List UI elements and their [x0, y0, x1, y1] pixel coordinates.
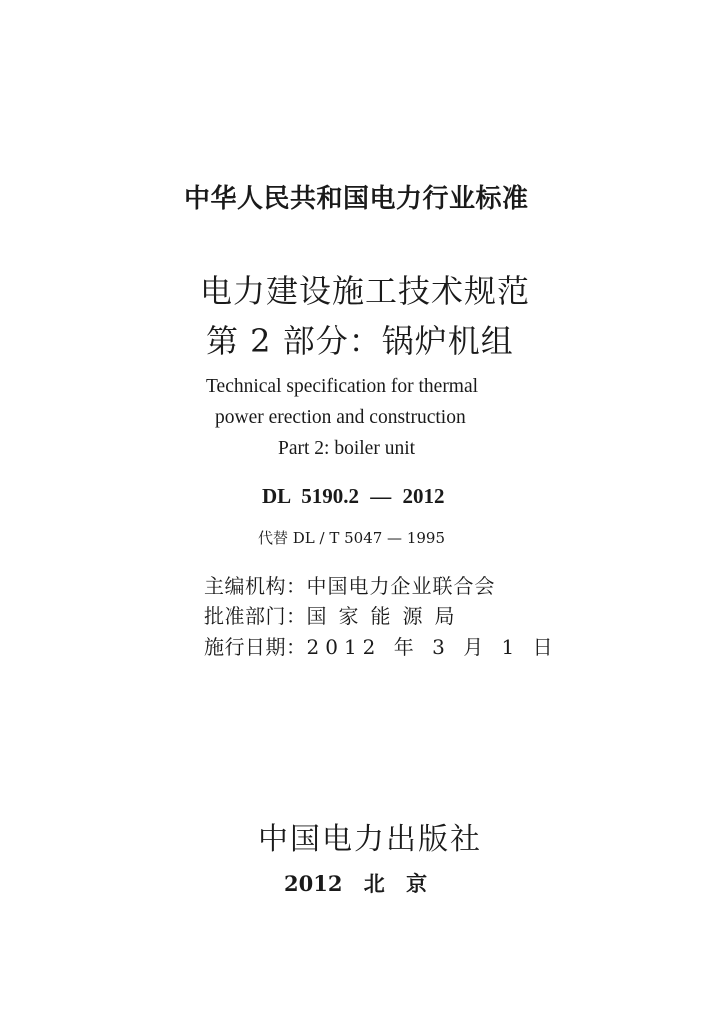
standard-number: DL 5190.2 — 2012: [262, 484, 445, 508]
english-title-line-1: Technical specification for thermal: [206, 376, 479, 397]
implementation-date-row: [204, 631, 559, 660]
implementation-date-value: 2012 年 3 月 1 日: [306, 635, 559, 659]
replaces-standard: 代替 DL / T 5047 — 1995: [258, 529, 446, 547]
publication-year-place: 2012 北 京: [284, 871, 428, 896]
editing-organization-label: 主编机构：: [204, 574, 307, 598]
editing-organization-row: [204, 570, 496, 599]
approval-department-value: 国家能源局: [306, 604, 467, 628]
editing-organization-value: 中国电力企业联合会: [306, 574, 496, 598]
chinese-subtitle: 第 2 部分：锅炉机组: [206, 322, 514, 360]
chinese-title: 电力建设施工技术规范: [200, 272, 531, 310]
publisher-name: 中国电力出版社: [258, 822, 482, 857]
implementation-date-label: 施行日期：: [204, 635, 307, 659]
approval-department-row: [204, 600, 467, 629]
approval-department-label: 批准部门：: [204, 604, 307, 628]
industry-standard-heading: 中华人民共和国电力行业标准: [184, 184, 529, 214]
english-title-line-2: power erection and construction: [215, 407, 466, 428]
english-title-line-3: Part 2: boiler unit: [278, 438, 416, 459]
